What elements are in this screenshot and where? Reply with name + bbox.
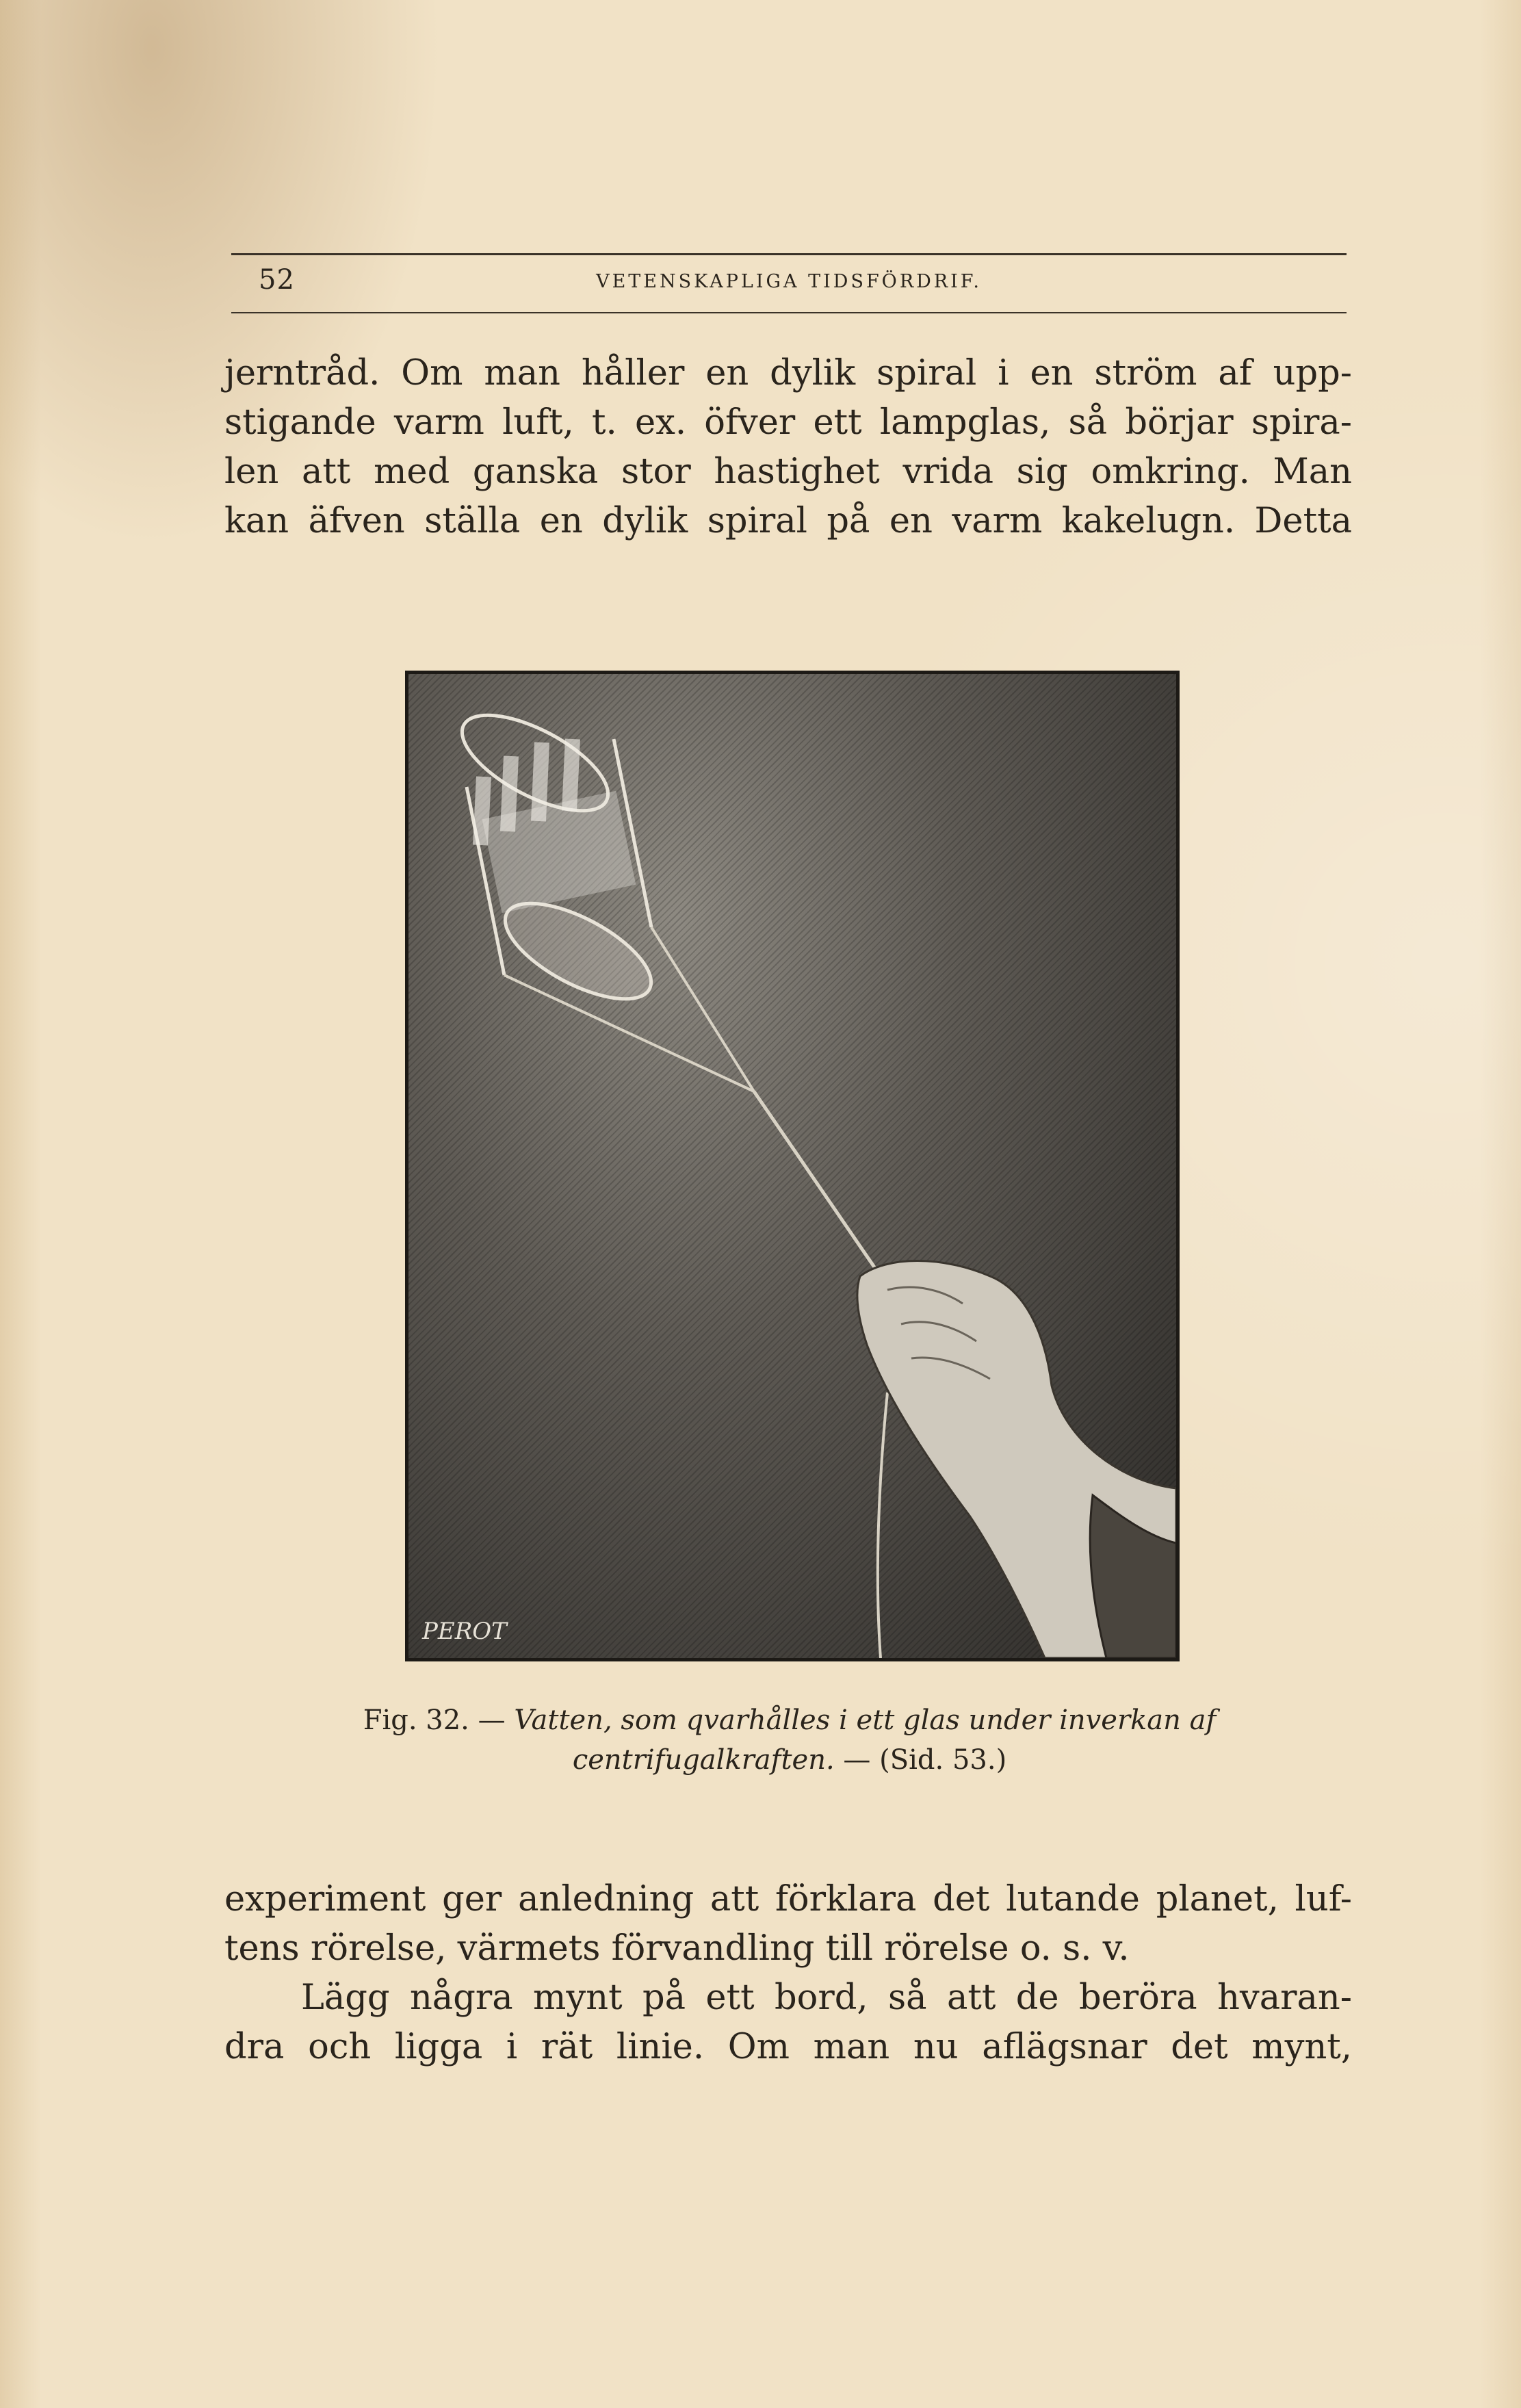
caption-dash: — <box>478 1705 506 1736</box>
running-head <box>231 259 1347 307</box>
text-line: tens rörelse, värmets förvandling till rörelse o. s. v. <box>224 1928 1130 1969</box>
text-line: experiment ger anledning att förklara det lutande planet, luf- <box>224 1879 1352 1919</box>
text-line: dra och ligga i rät linie. Om man nu aflägsnar det mynt, <box>224 2027 1352 2067</box>
string-illustration <box>504 927 887 1658</box>
caption-line-2 <box>226 1740 1353 1780</box>
caption-page-ref: (Sid. 53.) <box>879 1744 1007 1776</box>
figure-caption <box>226 1700 1353 1780</box>
artist-signature: PEROT <box>422 1618 507 1645</box>
header-rule-top <box>231 253 1347 255</box>
body-text-top <box>224 349 1352 546</box>
paragraph <box>224 1875 1352 1973</box>
hand-illustration <box>857 1261 1176 1659</box>
text-line: len att med ganska stor hastighet vrida sig omkring. Man <box>224 452 1352 492</box>
caption-italic-text: centrifugalkraften. <box>572 1744 835 1776</box>
glass-illustration <box>448 696 664 1018</box>
running-title: VETENSKAPLIGA TIDSFÖRDRIF. <box>596 271 982 292</box>
caption-dash: — <box>843 1744 871 1776</box>
page-number: 52 <box>259 264 295 296</box>
engraving-illustration <box>408 674 1176 1658</box>
text-line: kan äfven ställa en dylik spiral på en varm kakelugn. Detta <box>224 501 1352 541</box>
header-rule-bottom <box>231 312 1347 313</box>
text-line: Lägg några mynt på ett bord, så att de beröra hvaran- <box>301 1978 1352 2018</box>
body-text-bottom <box>224 1875 1352 2072</box>
engraving-figure <box>405 671 1180 1661</box>
text-line: jerntråd. Om man håller en dylik spiral i en ström af upp- <box>224 353 1352 393</box>
paragraph <box>224 1973 1352 2072</box>
text-line: stigande varm luft, t. ex. öfver ett lampglas, så börjar spira- <box>224 402 1352 443</box>
paragraph <box>224 349 1352 546</box>
caption-line-1 <box>226 1700 1353 1740</box>
caption-label: Fig. 32. <box>363 1705 469 1736</box>
caption-italic-text: Vatten, som qvarhålles i ett glas under inverkan af <box>514 1705 1217 1736</box>
